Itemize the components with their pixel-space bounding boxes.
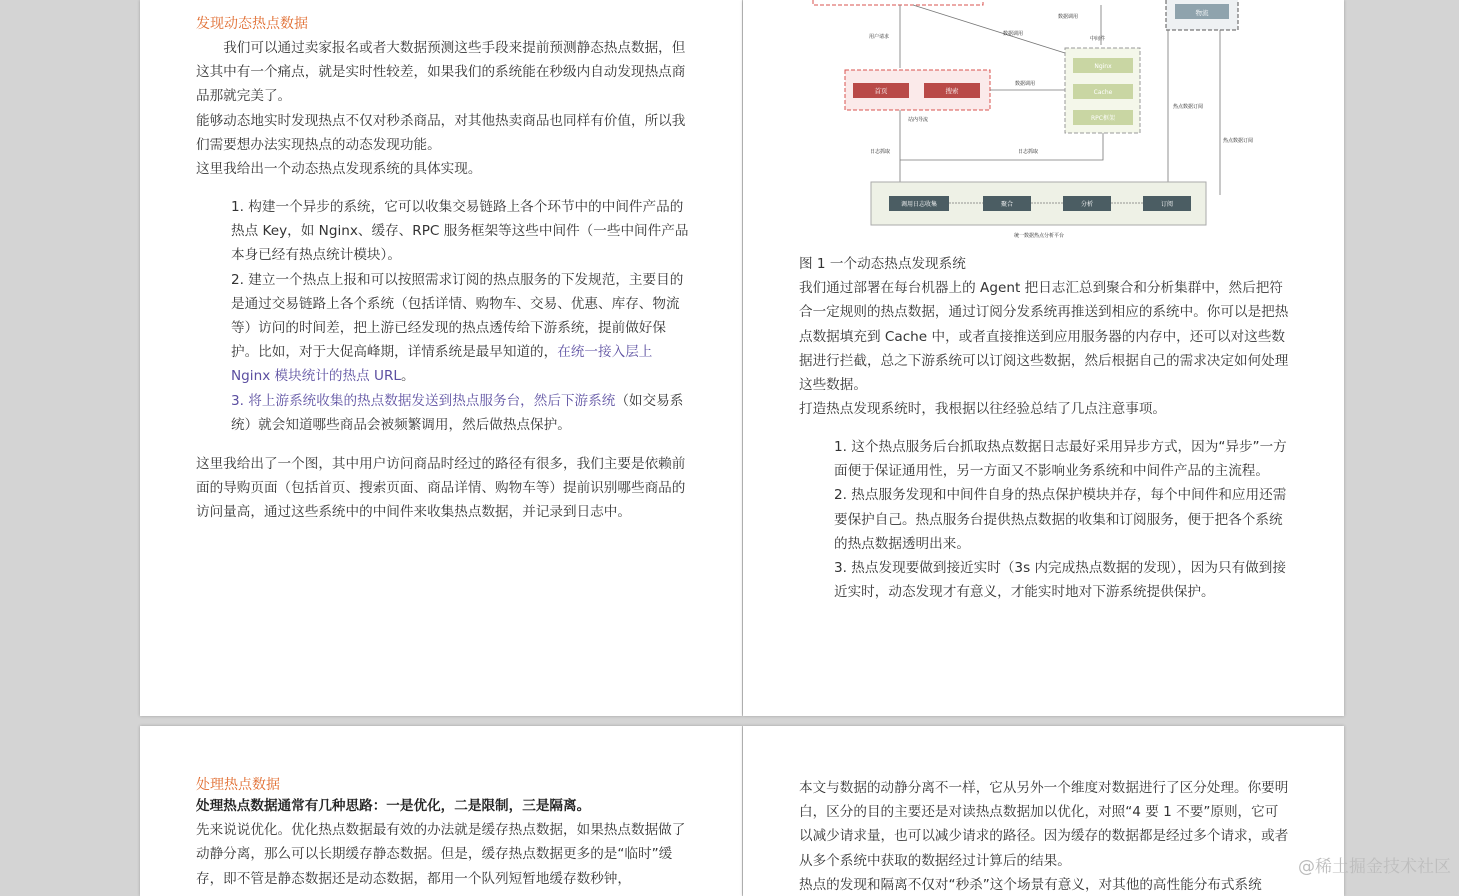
data-call-label: 数据调用 <box>1003 31 1024 37</box>
site-guide-label: 站内导流 <box>908 117 929 123</box>
list-item: 2. 建立一个热点上报和可以按照需求订阅的热点服务的下发规范，主要目的是通过交易链路上各个系统（包括详情、购物车、交易、优惠、库存、物流等）访问的时间差，把上游已经发现的热点透传给下游系统，提前做好保护。比如，对于大促高峰期，详情系统是最早知道的，在统一接入层上 Nginx 模块统计的热点 URL。 <box>231 271 684 385</box>
log-grab-line <box>900 133 1103 160</box>
nginx-label: Nginx <box>1094 63 1112 70</box>
paragraph: 本文与数据的动静分离不一样，它从另外一个维度对数据进行了区分处理。你要明白，区分的目的主要还是对读热点数据加以优化，对照“4 要 1 不要”原则，它可以减少请求量，也可以减少请求的路径。因为缓存的数据都是经过多个请求，或者从多个系统中获取的数据经过计算后的结果。 <box>799 780 1289 869</box>
list-item: 3. 热点发现要做到接近实时（3s 内完成热点数据的发现），因为只有做到接近实时，动态发现才有意义，才能实时地对下游系统提供保护。 <box>834 560 1286 601</box>
inline-link[interactable]: 在统一接入层上 Nginx 模块统计的热点 URL <box>231 344 653 385</box>
search-label: 搜索 <box>945 87 959 95</box>
subscribe-label: 订阅 <box>1160 201 1174 208</box>
hot-data-discovery-diagram <box>803 0 1303 245</box>
user-request-label: 用户请求 <box>869 34 890 40</box>
paragraph: 热点的发现和隔离不仅对“秒杀”这个场景有意义，对其他的高性能分布式系统 <box>799 876 1262 893</box>
hot-sub-label: 热点数据订阅 <box>1223 138 1254 144</box>
rpc-label: RPC框架 <box>1091 115 1115 122</box>
middleware-label: 中间件 <box>1090 36 1106 42</box>
body-text <box>799 776 1291 896</box>
paragraph: 我们通过部署在每台机器上的 Agent 把日志汇总到聚合和分析集群中，然后把符合一定规则的热点数据，通过订阅分发系统再推送到相应的系统中。你可以是把热点数据填充到 Cache 中，或者直接推送到应用服务器的内存中，还可以对这些数据进行拦截，总之下游系统可以订阅这些数据，然后根据自己的需求决定如何处理这些数据。 <box>799 280 1289 394</box>
page-3 <box>140 726 742 896</box>
watermark: @稀土掘金技术社区 <box>1298 857 1451 877</box>
caption-and-body <box>799 252 1291 421</box>
top-frame <box>813 0 983 5</box>
logistics-label: 物流 <box>1195 9 1209 17</box>
paragraph: 打造热点发现系统时，我根据以往经验总结了几点注意事项。 <box>799 401 1167 418</box>
log-grab-label: 日志抓取 <box>870 149 891 155</box>
paragraph: 这里我给出了一个图，其中用户访问商品时经过的路径有很多，我们主要是依赖前面的导购页面（包括首页、搜索页面、商品详情、购物车等）提前识别哪些商品的访问量高，通过这些系统中的中间件来收集热点数据，并记录到日志中。 <box>196 456 686 521</box>
numbered-list <box>834 435 1290 604</box>
log-grab-label: 日志抓取 <box>1018 149 1039 155</box>
page-1 <box>140 0 742 716</box>
inline-link[interactable]: 3. 将上游系统收集的热点数据发送到热点服务台，然后下游系统 <box>231 392 616 409</box>
closing-text <box>196 452 688 525</box>
bold-line: 处理热点数据通常有几种思路：一是优化，二是限制，三是隔离。 <box>196 798 591 814</box>
list-item: 1. 构建一个异步的系统，它可以收集交易链路上各个环节中的中间件产品的热点 Key，如 Nginx、缓存、RPC 服务框架等这些中间件（一些中间件产品本身已经有热点统计模块）。 <box>231 199 689 264</box>
paragraph: 先来说说优化。优化热点数据最有效的办法就是缓存热点数据，如果热点数据做了动静分离，那么可以长期缓存静态数据。但是，缓存热点数据更多的是“临时”缓存，即不管是静态数据还是动态数据，都用一个队列短暂地缓存数秒钟， <box>196 822 686 887</box>
aggregate-label: 聚合 <box>1000 201 1014 208</box>
paragraph: 能够动态地实时发现热点不仅对秒杀商品，对其他热卖商品也同样有价值，所以我们需要想办法实现热点的动态发现功能。 <box>196 112 686 153</box>
page-2 <box>743 0 1344 716</box>
intro-text <box>196 36 688 181</box>
figure-caption: 图 1 一个动态热点发现系统 <box>799 256 966 272</box>
analyze-label: 分析 <box>1080 201 1094 208</box>
cache-label: Cache <box>1093 89 1113 96</box>
section-heading: 发现动态热点数据 <box>196 16 308 32</box>
platform-label: 统一数据热点分析平台 <box>1013 233 1065 239</box>
paragraph: 我们可以通过卖家报名或者大数据预测这些手段来提前预测静态热点数据，但这其中有一个痛点，就是实时性较差，如果我们的系统能在秒级内自动发现热点商品那就完美了。 <box>196 40 686 105</box>
numbered-list <box>231 195 689 437</box>
data-call-label: 数据调用 <box>1015 81 1036 87</box>
paragraph: 这里我给出一个动态热点发现系统的具体实现。 <box>196 161 482 178</box>
list-item: 2. 热点服务发现和中间件自身的热点保护模块并存，每个中间件和应用还需要保护自己。热点服务台提供热点数据的收集和订阅服务，便于把各个系统的热点数据透明出来。 <box>834 487 1287 552</box>
home-label: 首页 <box>874 87 888 95</box>
collect-label: 调用日志收集 <box>900 201 938 208</box>
body-text <box>196 794 688 891</box>
data-call-label: 数据调用 <box>1058 14 1079 20</box>
page-4 <box>743 726 1344 896</box>
section-heading: 处理热点数据 <box>196 777 280 793</box>
list-item: 1. 这个热点服务后台抓取热点数据日志最好采用异步方式，因为“异步”一方面便于保证通用性，另一方面又不影响业务系统和中间件产品的主流程。 <box>834 439 1287 480</box>
list-item: 3. 将上游系统收集的热点数据发送到热点服务台，然后下游系统（如交易系统）就会知道哪些商品会被频繁调用，然后做热点保护。 <box>231 392 684 433</box>
hot-sub-label: 热点数据订阅 <box>1173 104 1204 110</box>
